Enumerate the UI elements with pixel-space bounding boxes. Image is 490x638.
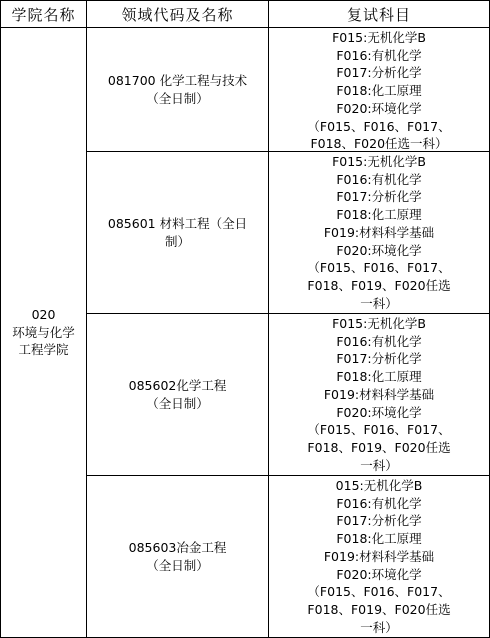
subject-line: F020:环境化学 xyxy=(336,100,422,116)
header-field-text: 领域代码及名称 xyxy=(121,5,234,24)
field-cell-085603: 085603冶金工程 （全日制） xyxy=(128,540,227,573)
subject-line: F016:有机化学 xyxy=(336,171,422,187)
subject-line: F018:化工原理 xyxy=(336,369,422,385)
subject-line: F018、F019、F020任选 xyxy=(307,601,451,617)
field-cell-085602: 085602化学工程 （全日制） xyxy=(128,378,227,411)
subject-line: 015:无机化学B xyxy=(335,478,423,493)
subject-line: （F015、F016、F017、 xyxy=(307,422,451,438)
subject-line: F019:材料科学基础 xyxy=(323,224,435,240)
subject-line: F018:化工原理 xyxy=(336,207,422,223)
subject-line: F017:分析化学 xyxy=(336,513,422,529)
subject-line: F020:环境化学 xyxy=(336,404,422,420)
subject-line: F017:分析化学 xyxy=(336,65,422,81)
field-cell-081700: 081700 化学工程与技术 （全日制） xyxy=(107,73,248,106)
subject-line: F015:无机化学B xyxy=(332,316,426,331)
subjects-cell-081700 xyxy=(269,28,489,151)
subject-line: 一科） xyxy=(360,295,398,311)
subject-line: F018、F020任选一科） xyxy=(310,136,448,152)
college-code: 020 xyxy=(31,307,56,323)
subject-line: F015:无机化学B xyxy=(332,154,426,169)
header-college xyxy=(1,1,86,27)
subjects-cell-085601 xyxy=(269,152,489,313)
subject-line: F017:分析化学 xyxy=(336,189,422,205)
subject-line: F020:环境化学 xyxy=(336,242,422,258)
subject-line: F019:材料科学基础 xyxy=(323,386,435,402)
header-subjects-text: 复试科目 xyxy=(346,5,411,24)
header-subjects xyxy=(269,1,489,27)
subject-line: F015:无机化学B xyxy=(332,30,426,45)
field-cell-085601: 085601 材料工程（全日 制） xyxy=(107,216,248,249)
subject-line: F018、F019、F020任选 xyxy=(307,439,451,455)
subjects-cell-085603 xyxy=(269,476,489,637)
college-cell xyxy=(1,28,86,637)
header-college-text: 学院名称 xyxy=(11,5,76,24)
header-field xyxy=(87,1,268,27)
college-name-line1: 环境与化学 xyxy=(12,324,75,340)
subject-line: F018:化工原理 xyxy=(336,83,422,99)
subject-line: 一科） xyxy=(360,619,398,635)
subjects-cell-085602 xyxy=(269,314,489,475)
subject-line: （F015、F016、F017、 xyxy=(307,118,451,134)
subject-line: （F015、F016、F017、 xyxy=(307,260,451,276)
subject-line: F016:有机化学 xyxy=(336,495,422,511)
subject-line: F020:环境化学 xyxy=(336,566,422,582)
subject-line: 一科） xyxy=(360,457,398,473)
subject-line: F016:有机化学 xyxy=(336,47,422,63)
subject-line: F016:有机化学 xyxy=(336,333,422,349)
subject-line: （F015、F016、F017、 xyxy=(307,584,451,600)
subject-line: F018:化工原理 xyxy=(336,531,422,547)
subject-line: F018、F019、F020任选 xyxy=(307,277,451,293)
subject-line: F017:分析化学 xyxy=(336,351,422,367)
subject-line: F019:材料科学基础 xyxy=(323,548,435,564)
college-name-line2: 工程学院 xyxy=(18,342,69,358)
